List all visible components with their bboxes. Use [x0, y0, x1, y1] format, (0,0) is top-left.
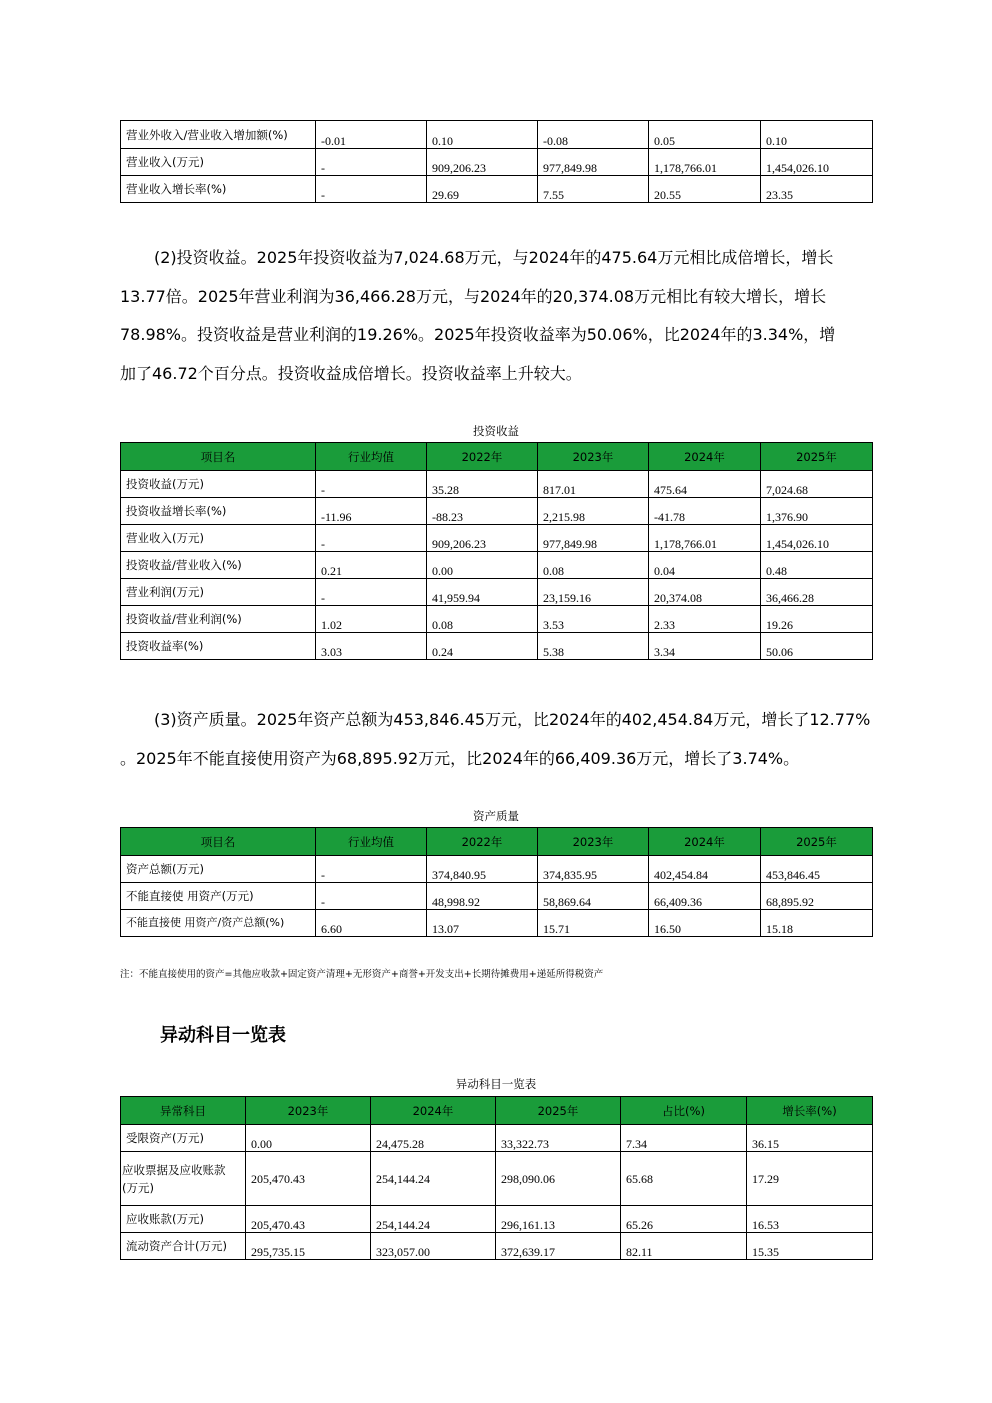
column-header: 2025年: [761, 828, 873, 856]
table-caption: 资产质量: [473, 809, 519, 823]
table-row: [121, 606, 873, 633]
row-label: 投资收益/营业收入(%): [121, 552, 316, 579]
revenue-table: [120, 120, 873, 203]
table-cell: 254,144.24: [371, 1206, 496, 1233]
column-header: 占比(%): [621, 1097, 747, 1125]
table-cell: 977,849.98: [538, 149, 649, 176]
column-header: 2023年: [246, 1097, 371, 1125]
row-label: 投资收益增长率(%): [121, 498, 316, 525]
table-header-row: [121, 1097, 873, 1125]
table-cell: 20,374.08: [649, 579, 761, 606]
column-header: 2025年: [761, 443, 873, 471]
row-label: 不能直接使 用资产/资产总额(%): [121, 910, 316, 937]
column-header: 行业均值: [316, 828, 427, 856]
table-row: [121, 121, 873, 149]
table-cell: 295,735.15: [246, 1233, 371, 1260]
column-header: 2025年: [496, 1097, 621, 1125]
table-cell: -: [316, 856, 427, 883]
row-label: 受限资产(万元): [121, 1125, 246, 1152]
row-label: 投资收益/营业利润(%): [121, 606, 316, 633]
table-cell: 1,178,766.01: [649, 149, 761, 176]
table-cell: 65.68: [621, 1152, 747, 1206]
column-header: 2024年: [649, 828, 761, 856]
table-cell: 1,376.90: [761, 498, 873, 525]
table-cell: 1,454,026.10: [761, 525, 873, 552]
table-header-row: [121, 443, 873, 471]
table-cell: 17.29: [747, 1152, 873, 1206]
table-cell: 6.60: [316, 910, 427, 937]
table-cell: 0.00: [427, 552, 538, 579]
row-label: 投资收益率(%): [121, 633, 316, 660]
table-row: [121, 1206, 873, 1233]
table-cell: 817.01: [538, 471, 649, 498]
table-cell: 3.34: [649, 633, 761, 660]
table-cell: -0.01: [316, 121, 427, 149]
table-cell: 1,178,766.01: [649, 525, 761, 552]
table-cell: 50.06: [761, 633, 873, 660]
section-heading: 异动科目一览表: [160, 1025, 286, 1046]
table-cell: 16.50: [649, 910, 761, 937]
column-header: 项目名: [121, 443, 316, 471]
table-cell: 372,639.17: [496, 1233, 621, 1260]
table-cell: -: [316, 579, 427, 606]
table-row: [121, 856, 873, 883]
table-cell: 2,215.98: [538, 498, 649, 525]
footnote: 注：不能直接使用的资产=其他应收款+固定资产清理+无形资产+商誉+开发支出+长期待摊费用+递延所得税资产: [120, 969, 604, 980]
paragraph-line: (3)资产质量。2025年资产总额为453,846.45万元，比2024年的402,454.84万元，增长了12.77%: [154, 710, 871, 729]
table-cell: 0.21: [316, 552, 427, 579]
table-cell: 3.53: [538, 606, 649, 633]
investment-paragraph: [120, 239, 880, 393]
row-label: 营业收入(万元): [121, 525, 316, 552]
table-cell: 0.08: [538, 552, 649, 579]
column-header: 2023年: [538, 443, 649, 471]
table-cell: 19.26: [761, 606, 873, 633]
row-label: 资产总额(万元): [121, 856, 316, 883]
table-cell: 48,998.92: [427, 883, 538, 910]
table-cell: 402,454.84: [649, 856, 761, 883]
table-cell: -41.78: [649, 498, 761, 525]
table-cell: 0.10: [427, 121, 538, 149]
table-row: [121, 471, 873, 498]
column-header: 项目名: [121, 828, 316, 856]
column-header: 2022年: [427, 443, 538, 471]
column-header: 2022年: [427, 828, 538, 856]
table-cell: 298,090.06: [496, 1152, 621, 1206]
table-cell: 1,454,026.10: [761, 149, 873, 176]
table-cell: 65.26: [621, 1206, 747, 1233]
table-cell: 0.04: [649, 552, 761, 579]
table-cell: 0.48: [761, 552, 873, 579]
table-row: [121, 525, 873, 552]
table-cell: 68,895.92: [761, 883, 873, 910]
table-cell: -: [316, 176, 427, 203]
table-cell: 23,159.16: [538, 579, 649, 606]
asset-quality-paragraph: [120, 701, 880, 778]
table-cell: 15.35: [747, 1233, 873, 1260]
table-cell: 36,466.28: [761, 579, 873, 606]
table-cell: 977,849.98: [538, 525, 649, 552]
table-cell: -: [316, 883, 427, 910]
investment-table: [120, 442, 873, 660]
table-cell: 15.71: [538, 910, 649, 937]
asset-quality-table: [120, 827, 873, 937]
table-row: [121, 1233, 873, 1260]
row-label: 应收账款(万元): [121, 1206, 246, 1233]
paragraph-line: (2)投资收益。2025年投资收益为7,024.68万元，与2024年的475.64万元相比成倍增长，增长: [154, 248, 834, 267]
table-cell: 909,206.23: [427, 525, 538, 552]
table-cell: 374,835.95: [538, 856, 649, 883]
table-cell: 323,057.00: [371, 1233, 496, 1260]
table-cell: 35.28: [427, 471, 538, 498]
table-cell: 0.24: [427, 633, 538, 660]
table-cell: 2.33: [649, 606, 761, 633]
table-cell: 24,475.28: [371, 1125, 496, 1152]
table-cell: 7,024.68: [761, 471, 873, 498]
paragraph-line: 13.77倍。2025年营业利润为36,466.28万元，与2024年的20,374.08万元相比有较大增长，增长: [120, 286, 827, 306]
table-cell: -: [316, 471, 427, 498]
table-cell: -0.08: [538, 121, 649, 149]
row-label: 营业收入增长率(%): [121, 176, 316, 203]
table-row: [121, 176, 873, 203]
row-label: 营业外收入/营业收入增加额(%): [121, 121, 316, 149]
table-row: [121, 579, 873, 606]
table-cell: 66,409.36: [649, 883, 761, 910]
column-header: 2024年: [649, 443, 761, 471]
paragraph-line: 加了46.72个百分点。投资收益成倍增长。投资收益率上升较大。: [120, 363, 582, 383]
table-cell: 15.18: [761, 910, 873, 937]
table-cell: 0.05: [649, 121, 761, 149]
table-row: [121, 883, 873, 910]
table-cell: 23.35: [761, 176, 873, 203]
paragraph-line: 78.98%。投资收益是营业利润的19.26%。2025年投资收益率为50.06%，比2024年的3.34%，增: [120, 325, 836, 344]
table-cell: -: [316, 525, 427, 552]
table-row: [121, 1152, 873, 1206]
table-cell: 20.55: [649, 176, 761, 203]
table-cell: 5.38: [538, 633, 649, 660]
table-cell: -11.96: [316, 498, 427, 525]
table-cell: 1.02: [316, 606, 427, 633]
table-cell: 205,470.43: [246, 1152, 371, 1206]
row-label: 应收票据及应收账款(万元): [121, 1152, 246, 1206]
table-cell: 29.69: [427, 176, 538, 203]
column-header: 行业均值: [316, 443, 427, 471]
table-cell: 0.00: [246, 1125, 371, 1152]
column-header: 2024年: [371, 1097, 496, 1125]
table-cell: 33,322.73: [496, 1125, 621, 1152]
table-cell: 82.11: [621, 1233, 747, 1260]
row-label: 不能直接使 用资产(万元): [121, 883, 316, 910]
row-label: 营业利润(万元): [121, 579, 316, 606]
table-row: [121, 552, 873, 579]
table-cell: 0.10: [761, 121, 873, 149]
table-cell: 13.07: [427, 910, 538, 937]
table-cell: 3.03: [316, 633, 427, 660]
table-cell: 374,840.95: [427, 856, 538, 883]
table-row: [121, 498, 873, 525]
table-cell: 254,144.24: [371, 1152, 496, 1206]
table-cell: 205,470.43: [246, 1206, 371, 1233]
row-label: 流动资产合计(万元): [121, 1233, 246, 1260]
row-label: 投资收益(万元): [121, 471, 316, 498]
table-row: [121, 910, 873, 937]
table-caption: 异动科目一览表: [455, 1077, 537, 1091]
table-cell: 909,206.23: [427, 149, 538, 176]
table-row: [121, 149, 873, 176]
table-cell: 453,846.45: [761, 856, 873, 883]
column-header: 增长率(%): [747, 1097, 873, 1125]
table-cell: 296,161.13: [496, 1206, 621, 1233]
table-cell: 36.15: [747, 1125, 873, 1152]
row-label: 营业收入(万元): [121, 149, 316, 176]
column-header: 2023年: [538, 828, 649, 856]
table-cell: 7.55: [538, 176, 649, 203]
table-header-row: [121, 828, 873, 856]
table-cell: 16.53: [747, 1206, 873, 1233]
table-caption: 投资收益: [473, 424, 519, 438]
paragraph-line: 。2025年不能直接使用资产为68,895.92万元，比2024年的66,409.36万元，增长了3.74%。: [120, 748, 800, 768]
table-cell: 41,959.94: [427, 579, 538, 606]
table-row: [121, 633, 873, 660]
table-cell: 58,869.64: [538, 883, 649, 910]
table-cell: -: [316, 149, 427, 176]
table-row: [121, 1125, 873, 1152]
column-header: 异常科目: [121, 1097, 246, 1125]
table-cell: 475.64: [649, 471, 761, 498]
table-cell: 0.08: [427, 606, 538, 633]
anomaly-table: [120, 1096, 873, 1260]
table-cell: 7.34: [621, 1125, 747, 1152]
table-cell: -88.23: [427, 498, 538, 525]
